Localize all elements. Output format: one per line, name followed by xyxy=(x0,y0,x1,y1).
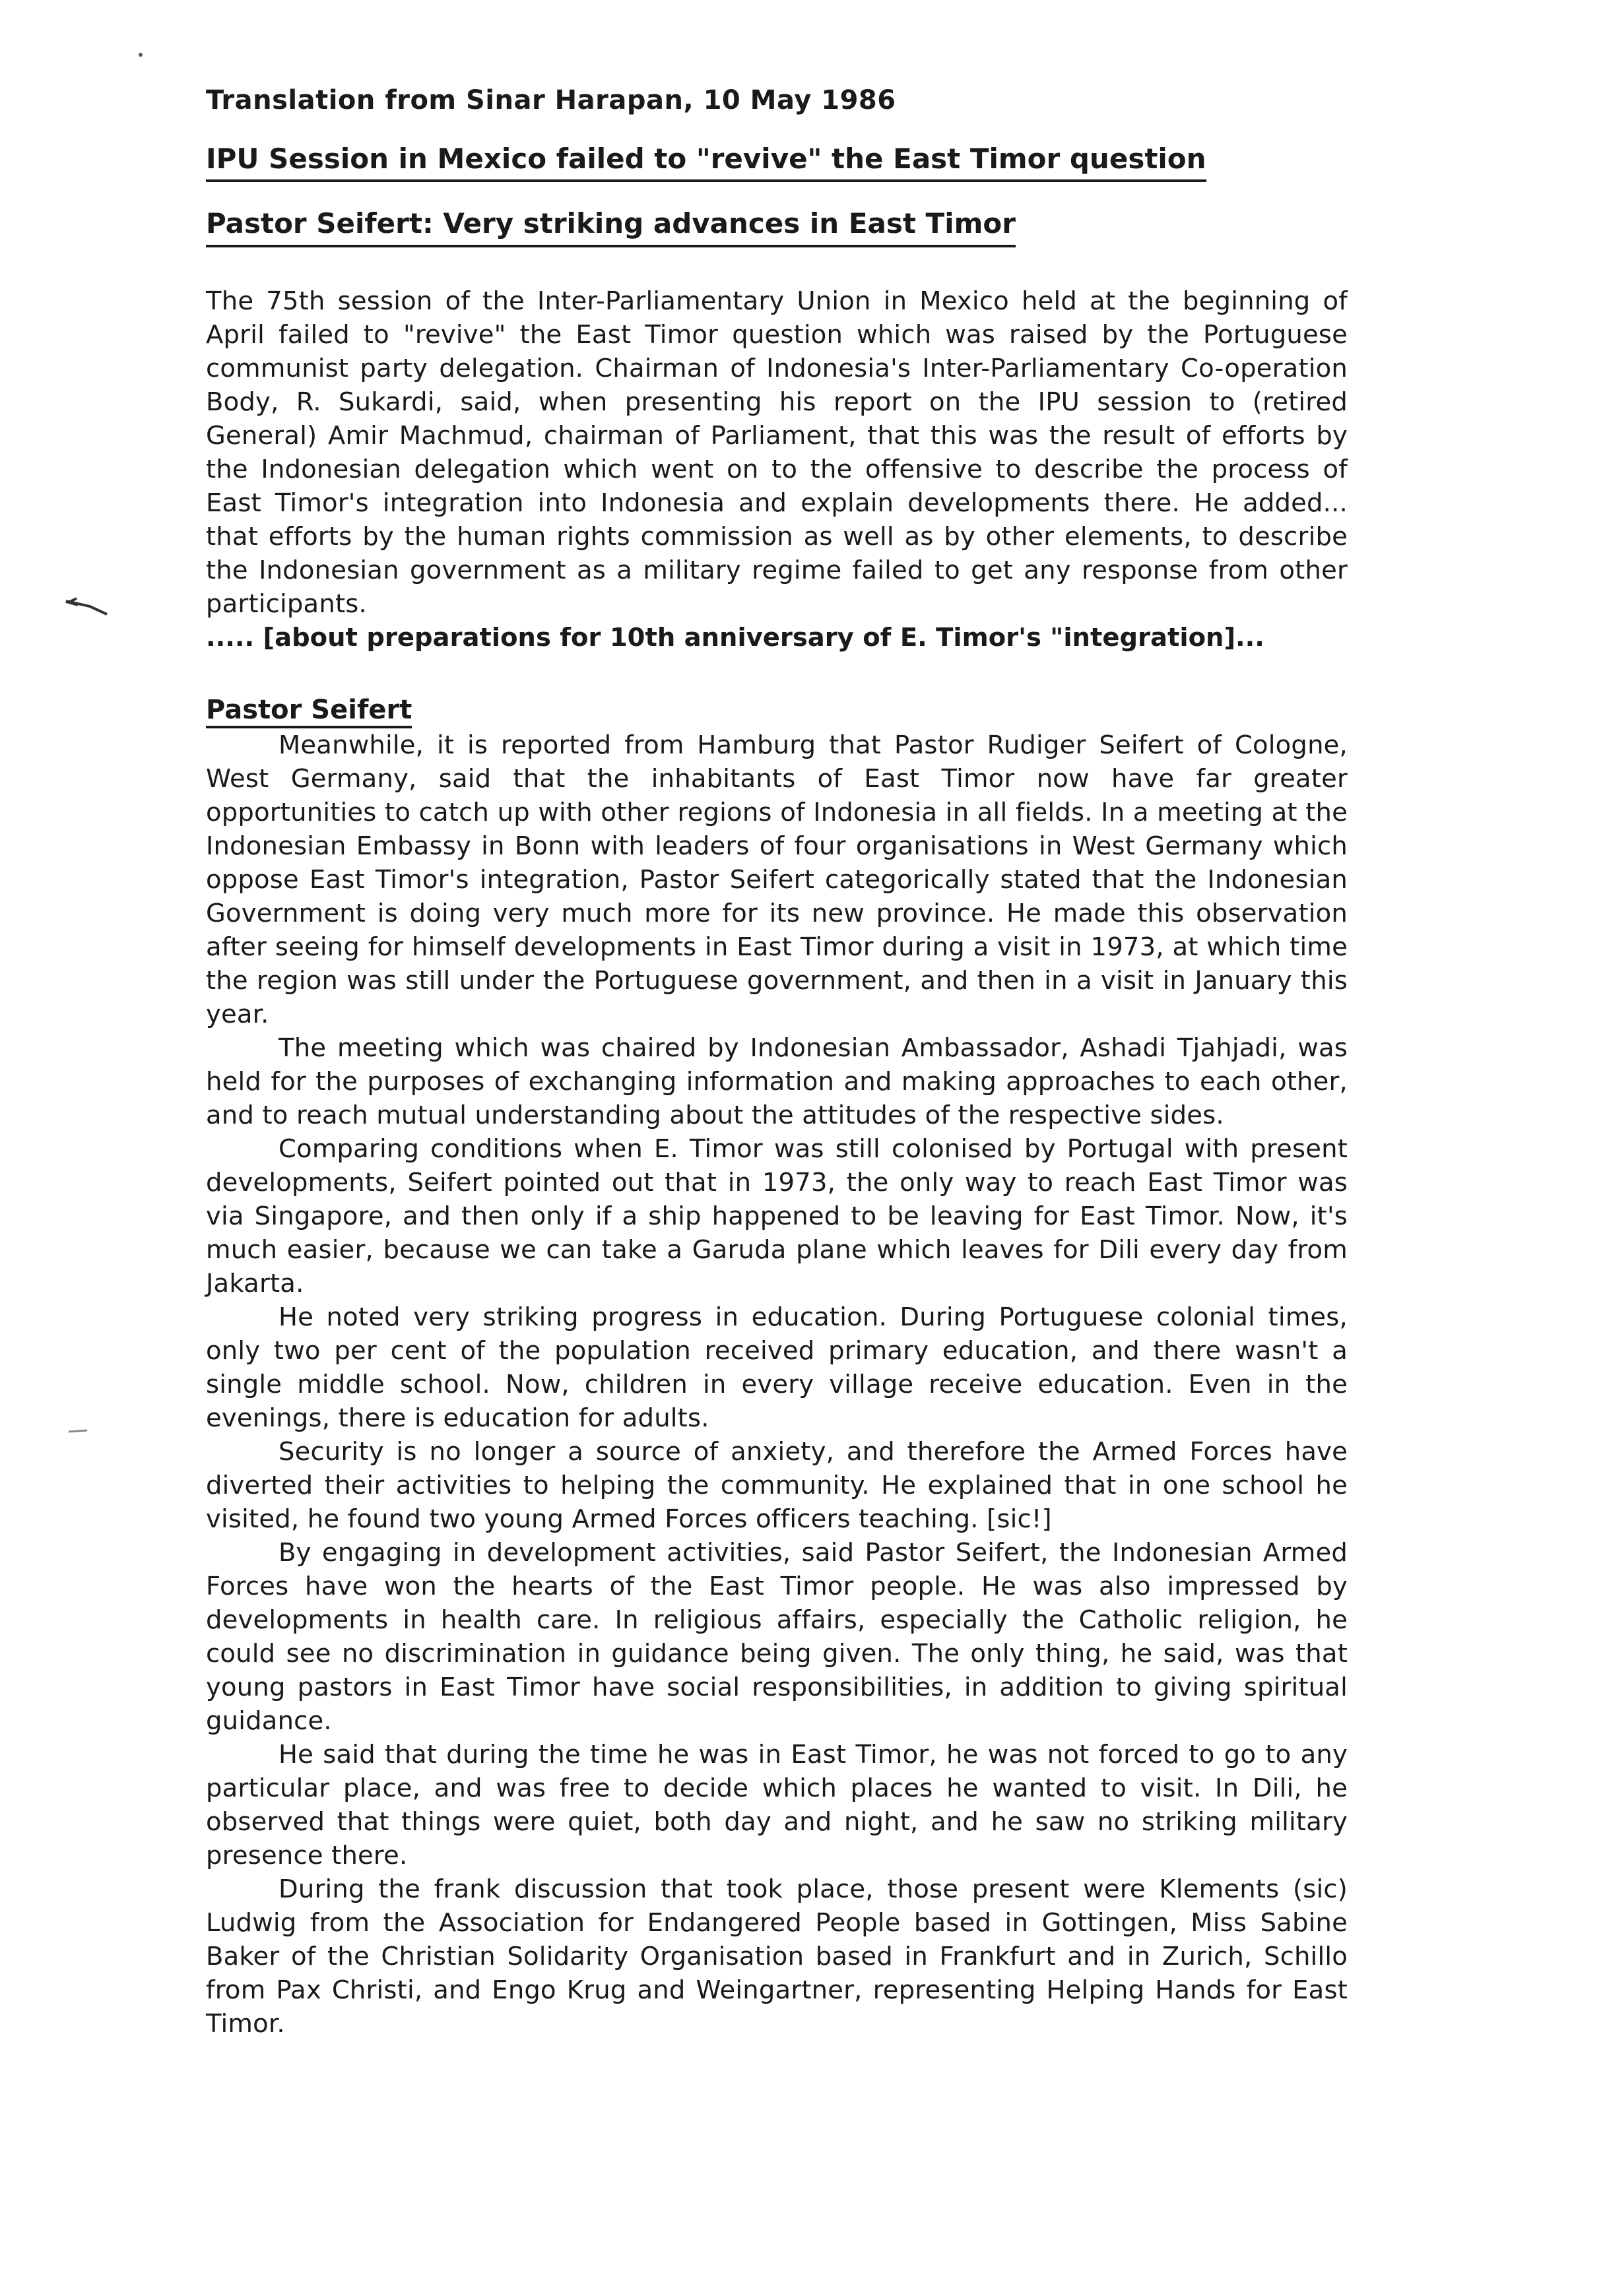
translation-source-line xyxy=(206,84,1348,116)
section-heading: Pastor Seifert xyxy=(206,694,412,728)
subtitle: Pastor Seifert: Very striking advances in East Timor xyxy=(206,207,1016,247)
body-paragraph: The meeting which was chaired by Indonesian Ambassador, Ashadi Tjahjadi, was held for the purposes of exchanging information and making approaches to each other, and to reach mutual understanding about the attitudes of the respective sides. xyxy=(206,1033,1348,1130)
body-paragraph: By engaging in development activities, said Pastor Seifert, the Indonesian Armed Forces have won the hearts of the East Timor people. He was also impressed by developments in health care. In religious affairs, especially the Catholic religion, he could see no discrimination in guidance being given. The only thing, he said, was that young pastors in East Timor have social responsibilities, in addition to giving spiritual guidance. xyxy=(206,1537,1348,1736)
main-title: IPU Session in Mexico failed to "revive" the East Timor question xyxy=(206,143,1206,182)
margin-dash-mark xyxy=(66,1428,106,1434)
omission-note: ..... [about preparations for 10th anniversary of E. Timor's "integration]... xyxy=(206,622,1264,653)
source-name: Sinar Harapan, xyxy=(466,85,694,115)
pastor-seifert-section xyxy=(206,694,1348,2041)
body-paragraph: He noted very striking progress in education. During Portuguese colonial times, only two per cent of the population received primary education, and there wasn't a single middle school. Now, children in every village receive education. Even in the evenings, there is education for adults. xyxy=(206,1302,1348,1433)
margin-arrow-mark xyxy=(63,597,110,617)
body-paragraph: He said that during the time he was in East Timor, he was not forced to go to any particular place, and was free to decide which places he wanted to visit. In Dili, he observed that things were quiet, both day and night, and he saw no striking military presence there. xyxy=(206,1739,1348,1870)
document-content xyxy=(206,84,1348,2041)
source-date: 10 May 1986 xyxy=(694,85,896,115)
body-paragraph: During the frank discussion that took place, those present were Klements (sic) Ludwig from the Association for Endangered People based in Gottingen, Miss Sabine Baker of the Christian Solidarity Organisation based in Frankfurt and in Zurich, Schillo from Pax Christi, and Engo Krug and Weingartner, representing Helping Hands for East Timor. xyxy=(206,1874,1348,2039)
body-paragraph: Security is no longer a source of anxiety, and therefore the Armed Forces have diverted their activities to helping the community. He explained that in one school he visited, he found two young Armed Forces officers teaching. [sic!] xyxy=(206,1436,1348,1534)
body-paragraph: Comparing conditions when E. Timor was still colonised by Portugal with present developments, Seifert pointed out that in 1973, the only way to reach East Timor was via Singapore, and then only if a ship happened to be leaving for East Timor. Now, it's much easier, because we can take a Garuda plane which leaves for Dili every day from Jakarta. xyxy=(206,1133,1348,1298)
scan-speck xyxy=(139,53,143,57)
intro-paragraph: The 75th session of the Inter-Parliamentary Union in Mexico held at the beginning of April failed to "revive" the East Timor question which was raised by the Portuguese communist party delegation. Chairman of Indonesia's Inter-Parliamentary Co-operation Body, R. Sukardi, said, when presenting his report on the IPU session to (retired General) Amir Machmud, chairman of Parliament, that this was the result of efforts by the Indonesian delegation which went on to the offensive to describe the process of East Timor's integration into Indonesia and explain developments there. He added... that efforts by the human rights commission as well as by other elements, to describe the Indonesian government as a military regime failed to get any response from other participants. xyxy=(206,286,1348,619)
body-paragraph: Meanwhile, it is reported from Hamburg that Pastor Rudiger Seifert of Cologne, West Germany, said that the inhabitants of East Timor now have far greater opportunities to catch up with other regions of Indonesia in all fields. In a meeting at the Indonesian Embassy in Bonn with leaders of four organisations in West Germany which oppose East Timor's integration, Pastor Seifert categorically stated that the Indonesian Government is doing very much more for its new province. He made this observation after seeing for himself developments in East Timor during a visit in 1973, at which time the region was still under the Portuguese government, and then in a visit in January this year. xyxy=(206,730,1348,1029)
source-prefix: Translation from xyxy=(206,85,467,115)
